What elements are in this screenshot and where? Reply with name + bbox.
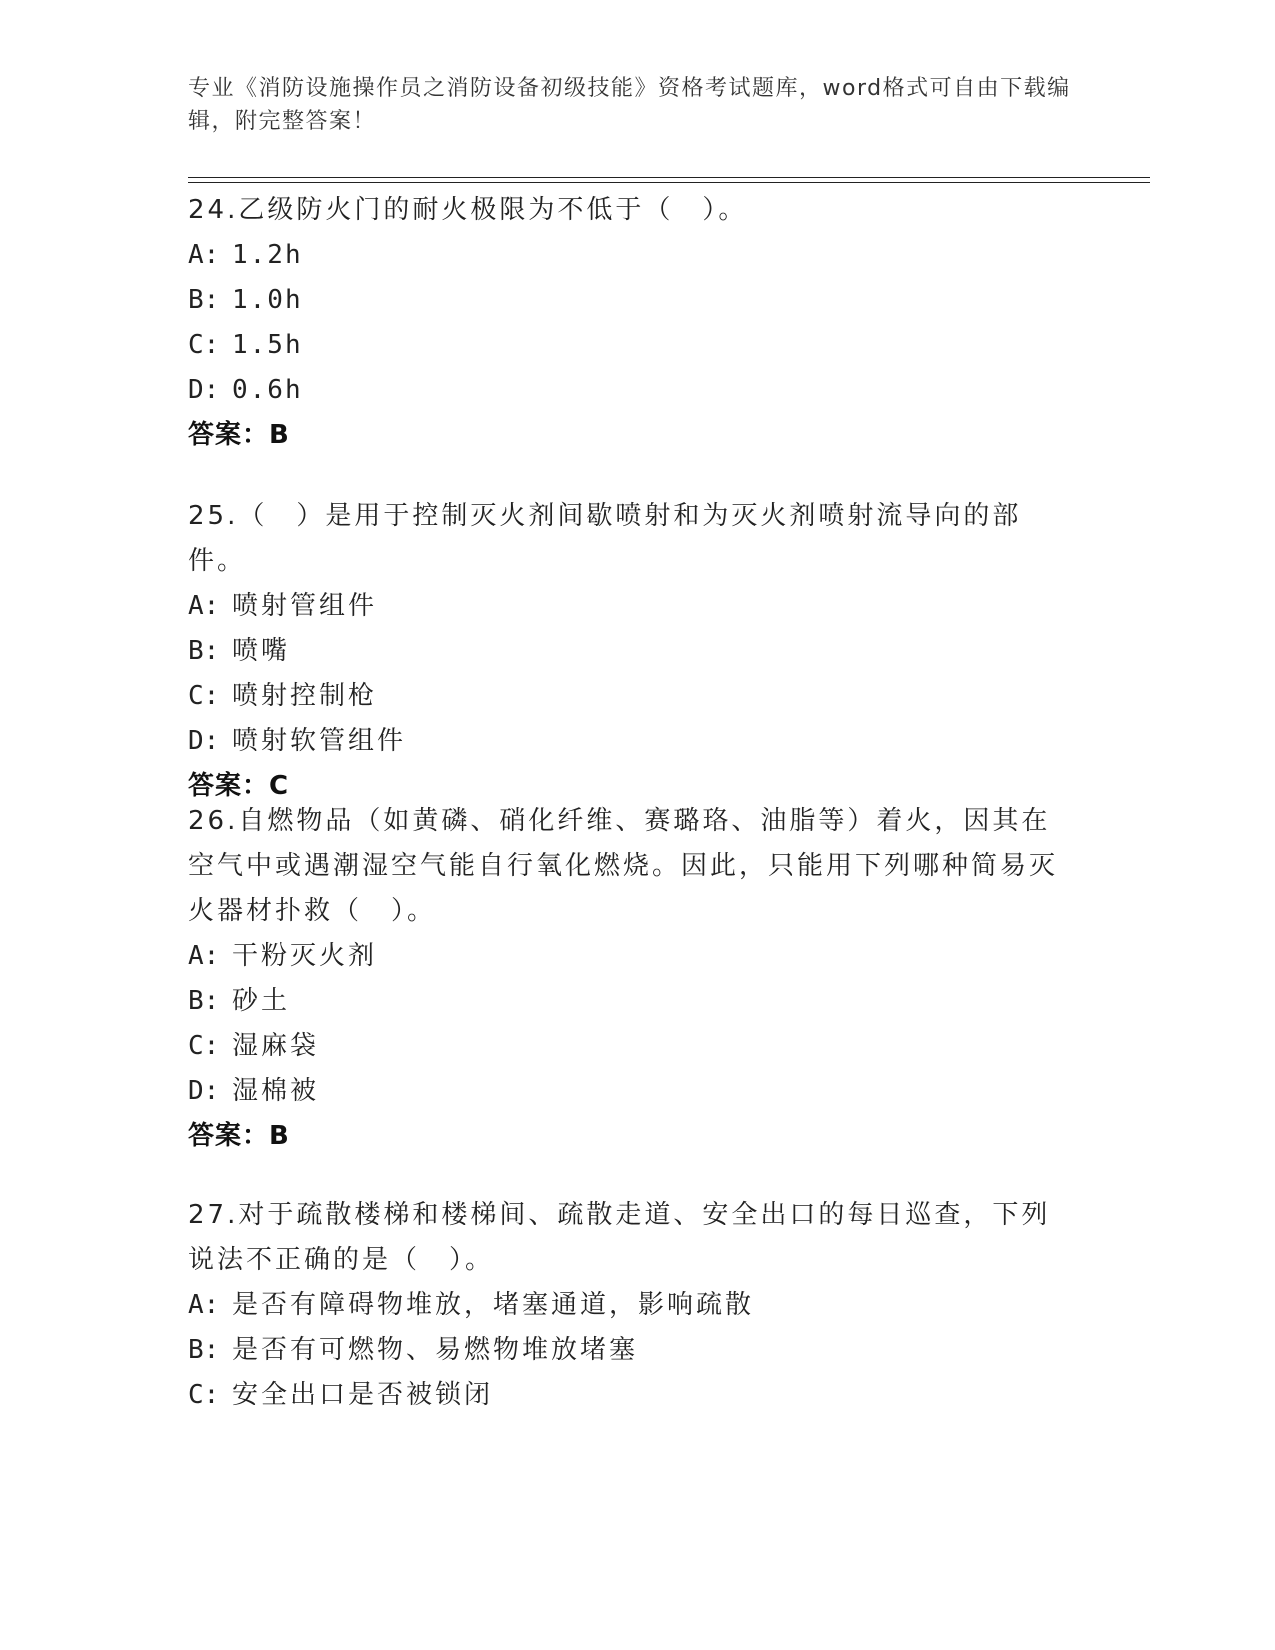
document-header: 专业《消防设施操作员之消防设备初级技能》资格考试题库，word格式可自由下载编辑，附完整答案！ [188,76,1071,134]
question-stem: 27.对于疏散楼梯和楼梯间、疏散走道、安全出口的每日巡查，下列说法不正确的是（ ）。 [188,1200,1051,1275]
option-c [188,674,1088,719]
question-24 [188,188,1088,458]
option-b [188,629,1088,674]
option-key: B: [188,1335,220,1365]
option-b [188,979,1088,1024]
option-a [188,1283,1088,1328]
option-text: 湿麻袋 [232,1031,320,1061]
header-rule-bottom [188,182,1150,183]
option-key: C: [188,330,220,360]
option-key: A: [188,1290,220,1320]
header-rule-top [188,177,1150,178]
option-text: 喷射控制枪 [232,681,378,711]
option-key: A: [188,591,220,621]
answer-line: 答案：B [188,420,290,450]
question-stem: 24.乙级防火门的耐火极限为不低于（ ）。 [188,195,748,225]
option-text: 安全出口是否被锁闭 [232,1380,494,1410]
option-text: 是否有可燃物、易燃物堆放堵塞 [232,1335,639,1365]
option-key: C: [188,1031,220,1061]
option-text: 喷射软管组件 [232,726,407,756]
option-key: D: [188,726,220,756]
option-text: 0.6h [232,375,303,405]
option-key: D: [188,1076,220,1106]
option-text: 喷嘴 [232,636,291,666]
option-key: B: [188,285,220,315]
option-text: 砂土 [232,986,291,1016]
option-text: 1.2h [232,240,303,270]
option-key: C: [188,681,220,711]
option-text: 1.0h [232,285,303,315]
option-b [188,278,1088,323]
option-a [188,584,1088,629]
question-stem: 25.（ ）是用于控制灭火剂间歇喷射和为灭火剂喷射流导向的部件。 [188,501,1022,576]
option-text: 是否有障碍物堆放，堵塞通道，影响疏散 [232,1290,755,1320]
option-key: C: [188,1380,220,1410]
option-a [188,934,1088,979]
question-27 [188,1193,1088,1418]
option-key: A: [188,240,220,270]
option-d [188,368,1088,413]
option-text: 1.5h [232,330,303,360]
option-key: B: [188,636,220,666]
option-a [188,233,1088,278]
question-stem: 26.自燃物品（如黄磷、硝化纤维、赛璐珞、油脂等）着火，因其在空气中或遇潮湿空气能自行氧化燃烧。因此，只能用下列哪种简易灭火器材扑救（ ）。 [188,806,1059,926]
option-d [188,1069,1088,1114]
option-c [188,1024,1088,1069]
option-text: 干粉灭火剂 [232,941,378,971]
answer-line: 答案：C [188,771,290,801]
question-26 [188,799,1088,1159]
option-key: D: [188,375,220,405]
option-text: 湿棉被 [232,1076,320,1106]
option-c [188,323,1088,368]
answer-line: 答案：B [188,1121,290,1151]
option-d [188,719,1088,764]
question-25 [188,494,1088,809]
option-key: A: [188,941,220,971]
option-text: 喷射管组件 [232,591,378,621]
option-key: B: [188,986,220,1016]
option-c [188,1373,1088,1418]
option-b [188,1328,1088,1373]
